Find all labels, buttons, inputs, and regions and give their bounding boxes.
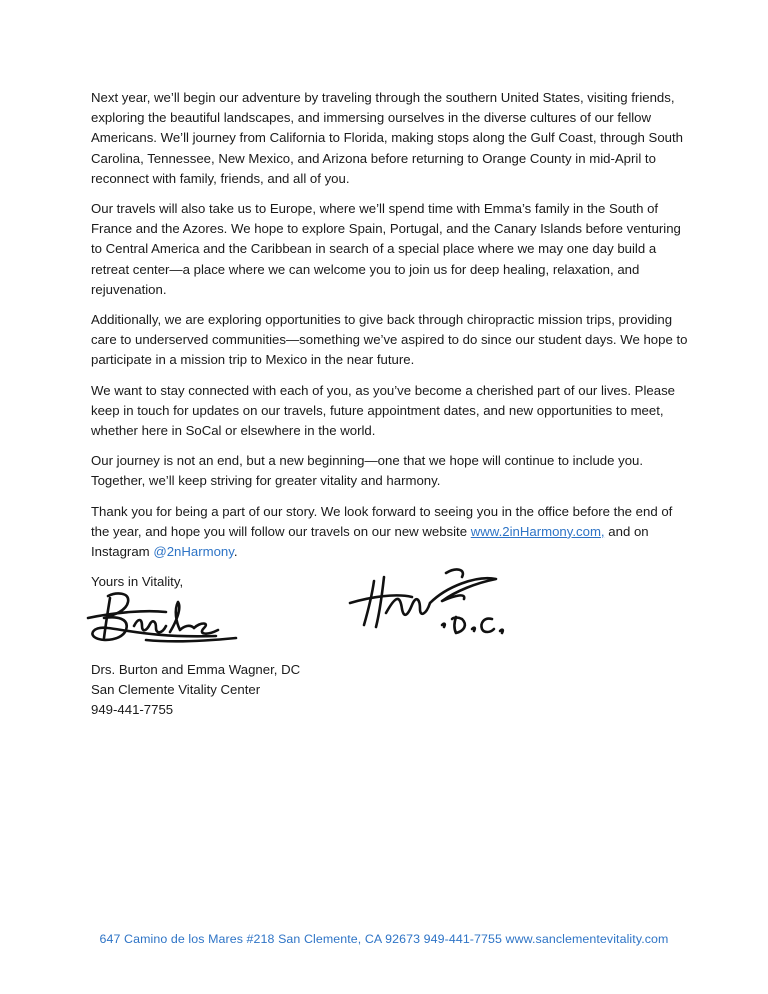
thank-you-end-text: .	[233, 544, 238, 560]
signer-organization: San Clemente Vitality Center	[91, 682, 261, 697]
signer-block	[91, 660, 300, 720]
signature-burton-image	[86, 588, 246, 650]
letter-body	[91, 88, 691, 592]
instagram-intro-text: and on Instagram	[91, 523, 649, 560]
footer-contact: 647 Camino de los Mares #218 San Clemente, CA 92673 949-441-7755 www.sanclementevitality.com	[99, 932, 669, 946]
paragraph-thank-you	[91, 502, 691, 563]
paragraph-travel-europe: Our travels will also take us to Europe, where we’ll spend time with Emma’s family in the South of France and the Azores. We hope to explore Spain, Portugal, and the Canary Islands before venturing to Central America and the Caribbean in search of a special place where we may one day build a retreat center—a place where we can welcome you to join us for deep healing, relaxation, and rejuvenation.	[91, 201, 681, 297]
paragraph-mission-trips: Additionally, we are exploring opportunities to give back through chiropractic mission trips, providing care to underserved communities—something we’ve aspired to do since our student days. We hope to participate in a mission trip to Mexico in the near future.	[91, 312, 688, 368]
paragraph-travel-us: Next year, we’ll begin our adventure by traveling through the southern United States, visiting friends, exploring the beautiful landscapes, and immersing ourselves in the diverse cultures of our fellow Americans. We’ll journey from California to Florida, making stops along the Gulf Coast, through South Carolina, Tennessee, New Mexico, and Arizona before returning to Orange County in mid-April to reconnect with family, friends, and all of you.	[91, 90, 684, 186]
paragraph-new-beginning: Our journey is not an end, but a new beginning—one that we hope will continue to include you. Together, we’ll keep striving for greater vitality and harmony.	[91, 453, 644, 489]
signer-phone: 949-441-7755	[91, 702, 174, 717]
signer-names: Drs. Burton and Emma Wagner, DC	[91, 662, 301, 677]
instagram-handle-link[interactable]: @2nHarmony	[153, 544, 234, 560]
thank-you-text: Thank you for being a part of our story. We look forward to seeing you in the office before the end of the year, and hope you will follow our travels on our new website	[91, 503, 673, 539]
paragraph-stay-connected: We want to stay connected with each of you, as you’ve become a cherished part of our lives. Please keep in touch for updates on our travels, future appointment dates, and new opportunities to meet, whether here in SoCal or elsewhere in the world.	[91, 382, 675, 439]
website-link[interactable]: www.2inHarmony.com,	[470, 523, 605, 539]
closing-salutation: Yours in Vitality,	[91, 574, 184, 590]
